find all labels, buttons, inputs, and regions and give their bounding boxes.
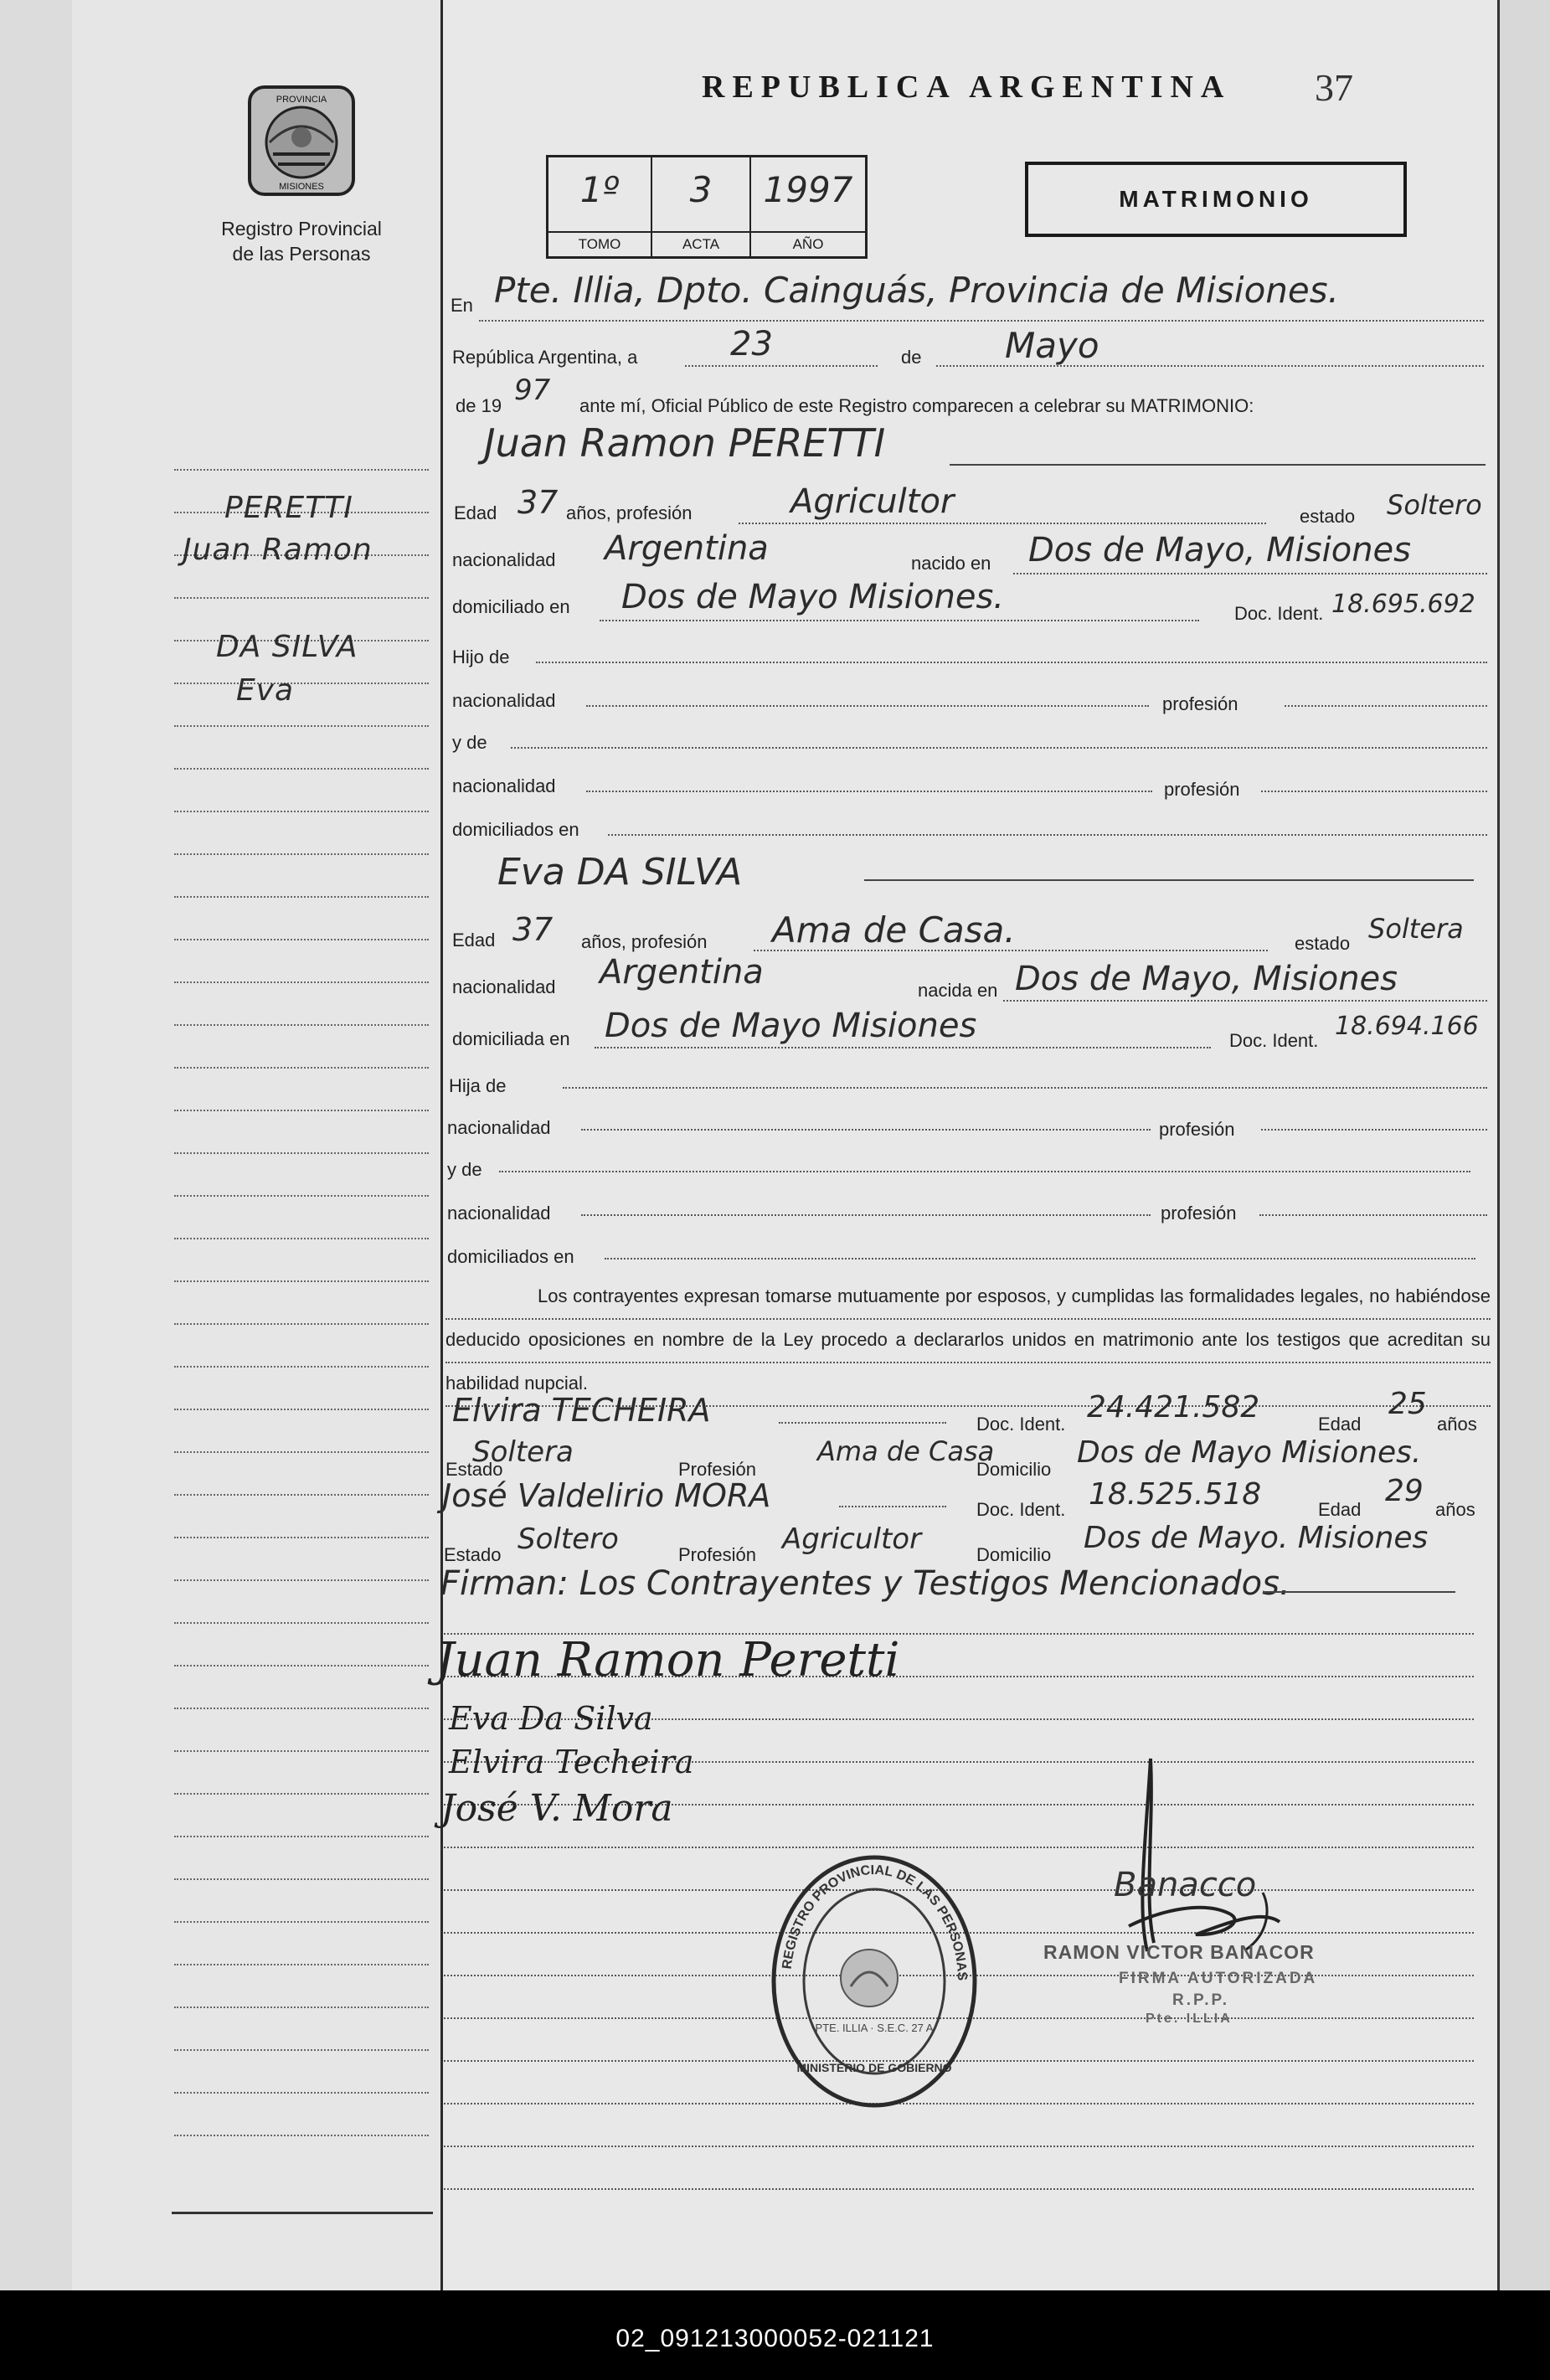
margin-ruled-lines bbox=[174, 469, 429, 2186]
bride-mother-label-profesion: profesión bbox=[1161, 1203, 1237, 1223]
place-line bbox=[479, 320, 1484, 322]
stamp-role: FIRMA AUTORIZADA bbox=[1119, 1970, 1318, 1987]
document-title: MATRIMONIO bbox=[1025, 162, 1407, 237]
margin-rule bbox=[174, 1409, 429, 1410]
witness2-label-edad: Edad bbox=[1318, 1499, 1362, 1520]
margin-rule bbox=[174, 1836, 429, 1837]
ano-cell bbox=[751, 157, 865, 256]
witness2-label-profesion: Profesión bbox=[678, 1544, 756, 1565]
groom-label-edad: Edad bbox=[454, 502, 497, 523]
bride-mother-profession-line bbox=[1259, 1214, 1487, 1216]
stamp-org: R.P.P. bbox=[1172, 1991, 1230, 2009]
bride-label-nacida: nacida en bbox=[918, 980, 998, 1001]
bride-birthplace: Dos de Mayo, Misiones bbox=[1015, 960, 1398, 998]
bride-label-estado: estado bbox=[1295, 933, 1351, 954]
svg-text:PTE. ILLIA · S.E.C. 27 A: PTE. ILLIA · S.E.C. 27 A bbox=[815, 2022, 934, 2034]
paragraph-rule bbox=[445, 1318, 1491, 1320]
groom-address: Dos de Mayo Misiones. bbox=[621, 578, 1004, 616]
groom-nationality: Argentina bbox=[605, 529, 769, 568]
witness1-marital-status: Soltera bbox=[472, 1435, 574, 1469]
groom-parents-address-line bbox=[608, 834, 1487, 836]
groom-father-nationality-line bbox=[586, 705, 1149, 707]
groom-father-label-nacionalidad: nacionalidad bbox=[452, 690, 556, 711]
label-de: de bbox=[901, 347, 922, 368]
registry-label-line2: de las Personas bbox=[232, 243, 371, 265]
witness1-label-anos: años bbox=[1437, 1414, 1477, 1435]
inscription-box bbox=[546, 155, 868, 259]
tomo-value: 1º bbox=[579, 169, 620, 210]
margin-rule bbox=[174, 1024, 429, 1026]
margin-rule bbox=[174, 896, 429, 898]
margin-rule bbox=[174, 2135, 429, 2136]
groom-profession-line bbox=[739, 523, 1266, 524]
witness1-label-domicilio: Domicilio bbox=[976, 1459, 1052, 1480]
margin-rule bbox=[174, 853, 429, 855]
margin-rule bbox=[174, 597, 429, 599]
margin-rule bbox=[174, 811, 429, 812]
witness1-signature: Elvira Techeira bbox=[449, 1744, 694, 1780]
groom-mother-line bbox=[511, 747, 1487, 749]
bride-father-profession-line bbox=[1261, 1129, 1487, 1131]
witness2-address: Dos de Mayo. Misiones bbox=[1084, 1521, 1429, 1555]
bride-signature: Eva Da Silva bbox=[449, 1700, 653, 1737]
witness1-label-doc: Doc. Ident. bbox=[976, 1414, 1066, 1435]
body-rule bbox=[444, 2188, 1474, 2190]
registry-label-line1: Registro Provincial bbox=[221, 218, 382, 240]
page-number: 37 bbox=[1315, 66, 1353, 109]
witness1-document-number: 24.421.582 bbox=[1087, 1390, 1260, 1424]
witness1-name: Elvira TECHEIRA bbox=[452, 1392, 711, 1429]
margin-rule bbox=[174, 1323, 429, 1325]
label-year: de 19 bbox=[456, 395, 502, 416]
groom-label-doc: Doc. Ident. bbox=[1234, 603, 1324, 624]
declaration-paragraph bbox=[445, 1275, 1491, 1405]
margin-rule bbox=[174, 1579, 429, 1581]
country-heading: REPUBLICA ARGENTINA bbox=[702, 70, 1232, 105]
witness1-label-estado: Estado bbox=[445, 1459, 503, 1480]
margin-rule bbox=[174, 1366, 429, 1368]
official-seal-icon bbox=[769, 1852, 980, 2110]
margin-rule bbox=[174, 1964, 429, 1965]
witness2-age: 29 bbox=[1385, 1474, 1424, 1508]
witness1-label-profesion: Profesión bbox=[678, 1459, 756, 1480]
officer-text: ante mí, Oficial Público de este Registro comparecen a celebrar su MATRIMONIO: bbox=[579, 395, 1254, 416]
officer-signature-icon bbox=[1104, 1742, 1305, 1960]
margin-rule bbox=[174, 768, 429, 770]
bride-profession-line bbox=[754, 950, 1268, 951]
groom-mother-nationality-line bbox=[586, 791, 1152, 792]
margin-bride-given: Eva bbox=[236, 673, 295, 708]
bride-father-line bbox=[563, 1087, 1487, 1089]
margin-rule bbox=[174, 1537, 429, 1538]
groom-address-line bbox=[600, 620, 1199, 621]
groom-birthplace: Dos de Mayo, Misiones bbox=[1028, 531, 1411, 569]
place-location: Pte. Illia, Dpto. Cainguás, Provincia de Misiones. bbox=[494, 270, 1339, 311]
bride-father-label-nacionalidad: nacionalidad bbox=[447, 1117, 551, 1138]
bride-label-yde: y de bbox=[447, 1159, 482, 1180]
witness1-profession: Ama de Casa bbox=[817, 1435, 995, 1467]
officer-signature-text: Banacco bbox=[1114, 1866, 1257, 1904]
groom-signature: Juan Ramon Peretti bbox=[435, 1633, 900, 1687]
closing-statement: Firman: Los Contrayentes y Testigos Mencionados. bbox=[440, 1564, 1290, 1603]
registry-label bbox=[193, 216, 410, 266]
month-line bbox=[936, 365, 1484, 367]
marriage-year: 97 bbox=[514, 373, 551, 407]
bride-address-line bbox=[595, 1047, 1211, 1048]
bride-mother-label-nacionalidad: nacionalidad bbox=[447, 1203, 551, 1223]
body-rule bbox=[444, 1847, 1474, 1848]
ano-label: AÑO bbox=[751, 231, 865, 256]
stamp-place: Pte. ILLIA bbox=[1146, 2012, 1233, 2026]
witness1-address: Dos de Mayo Misiones. bbox=[1077, 1435, 1422, 1470]
province-emblem-icon bbox=[245, 77, 358, 199]
groom-label-yde: y de bbox=[452, 732, 487, 753]
bride-label-nacionalidad: nacionalidad bbox=[452, 976, 556, 997]
margin-rule bbox=[174, 2007, 429, 2008]
margin-rule bbox=[174, 1878, 429, 1880]
margin-rule bbox=[174, 1750, 429, 1752]
bride-birthplace-line bbox=[1003, 1000, 1487, 1002]
groom-age: 37 bbox=[518, 484, 559, 521]
groom-label-profesion: años, profesión bbox=[566, 502, 693, 523]
bride-label-edad: Edad bbox=[452, 930, 496, 950]
bride-label-domicilio: domiciliada en bbox=[452, 1028, 570, 1049]
witness1-label-edad: Edad bbox=[1318, 1414, 1362, 1435]
witness2-document-number: 18.525.518 bbox=[1089, 1477, 1262, 1512]
groom-label-hijo: Hijo de bbox=[452, 647, 510, 667]
groom-profession: Agricultor bbox=[790, 482, 955, 521]
witness2-profession: Agricultor bbox=[782, 1522, 922, 1556]
groom-father-profession-line bbox=[1285, 705, 1487, 707]
marriage-month: Mayo bbox=[1005, 325, 1099, 366]
previous-sheet-edge bbox=[0, 0, 75, 2290]
groom-label-domicilio: domiciliado en bbox=[452, 596, 570, 617]
right-binding-strip bbox=[1497, 0, 1550, 2290]
margin-rule bbox=[174, 1665, 429, 1667]
groom-birthplace-line bbox=[1013, 573, 1487, 574]
ano-value: 1997 bbox=[763, 169, 853, 210]
margin-rule bbox=[174, 981, 429, 983]
svg-text:REGISTRO PROVINCIAL DE LAS PER: REGISTRO PROVINCIAL DE LAS PERSONAS bbox=[780, 1862, 970, 1981]
groom-label-nacionalidad: nacionalidad bbox=[452, 549, 556, 570]
bride-profession: Ama de Casa. bbox=[772, 909, 1016, 950]
margin-rule bbox=[174, 2092, 429, 2094]
paragraph-rule bbox=[445, 1362, 1491, 1363]
tomo-label: TOMO bbox=[548, 231, 651, 256]
witness2-marital-status: Soltero bbox=[518, 1522, 619, 1556]
witness2-signature: José V. Mora bbox=[440, 1787, 673, 1830]
svg-text:MISIONES: MISIONES bbox=[279, 182, 324, 192]
margin-rule bbox=[174, 1195, 429, 1197]
margin-rule bbox=[174, 469, 429, 471]
label-republica: República Argentina, a bbox=[452, 347, 638, 368]
witness2-label-anos: años bbox=[1435, 1499, 1475, 1520]
day-line bbox=[685, 365, 878, 367]
margin-bride-surname: DA SILVA bbox=[216, 630, 358, 664]
witness1-name-line bbox=[779, 1422, 946, 1424]
marriage-day: 23 bbox=[730, 325, 773, 363]
bride-label-hija: Hija de bbox=[449, 1075, 507, 1096]
margin-rule bbox=[174, 1110, 429, 1111]
groom-label-nacido: nacido en bbox=[911, 553, 991, 574]
margin-rule bbox=[174, 1451, 429, 1453]
bride-age: 37 bbox=[512, 911, 554, 948]
stamp-officer-name: RAMON VICTOR BANACOR bbox=[1043, 1941, 1315, 1963]
margin-rule bbox=[174, 939, 429, 940]
bride-mother-line bbox=[499, 1171, 1470, 1172]
groom-father-line bbox=[536, 662, 1487, 663]
bride-address: Dos de Mayo Misiones bbox=[605, 1007, 977, 1045]
groom-father-label-profesion: profesión bbox=[1162, 693, 1238, 714]
margin-rule bbox=[174, 1280, 429, 1282]
groom-document-number: 18.695.692 bbox=[1331, 590, 1475, 619]
groom-label-estado: estado bbox=[1300, 506, 1356, 527]
bride-name-line bbox=[864, 879, 1474, 881]
margin-rule bbox=[174, 1152, 429, 1154]
groom-name-line bbox=[950, 464, 1486, 466]
margin-rule bbox=[174, 1622, 429, 1624]
witness2-name-line bbox=[839, 1506, 946, 1507]
bride-marital-status: Soltera bbox=[1368, 913, 1464, 945]
margin-rule bbox=[174, 683, 429, 684]
bride-mother-nationality-line bbox=[581, 1214, 1151, 1216]
bride-father-nationality-line bbox=[581, 1129, 1151, 1131]
bride-label-profesion: años, profesión bbox=[581, 931, 708, 952]
tomo-cell bbox=[548, 157, 652, 256]
groom-mother-label-profesion: profesión bbox=[1164, 779, 1240, 800]
witness2-label-domicilio: Domicilio bbox=[976, 1544, 1052, 1565]
witness2-label-doc: Doc. Ident. bbox=[976, 1499, 1066, 1520]
bride-name: Eva DA SILVA bbox=[497, 851, 743, 894]
margin-groom-given: Juan Ramon bbox=[183, 533, 373, 567]
label-en: En bbox=[451, 295, 473, 316]
bride-nationality: Argentina bbox=[600, 953, 764, 992]
bride-label-domiciliados: domiciliados en bbox=[447, 1246, 574, 1267]
file-id-footer: 02_091213000052-021121 bbox=[615, 2325, 935, 2352]
witness2-label-estado: Estado bbox=[444, 1544, 502, 1565]
groom-mother-label-nacionalidad: nacionalidad bbox=[452, 775, 556, 796]
groom-marital-status: Soltero bbox=[1387, 489, 1482, 521]
groom-label-domiciliados: domiciliados en bbox=[452, 819, 579, 840]
margin-rule bbox=[174, 1067, 429, 1069]
witness1-age: 25 bbox=[1388, 1387, 1427, 1421]
margin-bottom-rule bbox=[172, 2212, 433, 2214]
closing-line bbox=[1263, 1591, 1455, 1593]
svg-text:MINISTERIO DE GOBIERNO: MINISTERIO DE GOBIERNO bbox=[796, 2061, 952, 2074]
body-rule bbox=[444, 2146, 1474, 2147]
bride-parents-address-line bbox=[605, 1258, 1475, 1260]
margin-rule bbox=[174, 2049, 429, 2051]
margin-rule bbox=[174, 1793, 429, 1795]
groom-mother-profession-line bbox=[1261, 791, 1487, 792]
bride-father-label-profesion: profesión bbox=[1159, 1119, 1235, 1140]
acta-cell bbox=[652, 157, 751, 256]
margin-groom-surname: PERETTI bbox=[224, 491, 353, 525]
acta-value: 3 bbox=[689, 169, 713, 210]
bride-label-doc: Doc. Ident. bbox=[1229, 1030, 1319, 1051]
bride-document-number: 18.694.166 bbox=[1335, 1012, 1479, 1041]
margin-rule bbox=[174, 1238, 429, 1239]
margin-rule bbox=[174, 1708, 429, 1709]
margin-rule bbox=[174, 1921, 429, 1923]
svg-text:PROVINCIA: PROVINCIA bbox=[275, 95, 327, 105]
margin-rule bbox=[174, 725, 429, 727]
acta-label: ACTA bbox=[652, 231, 749, 256]
margin-rule bbox=[174, 1494, 429, 1496]
declaration-text: Los contrayentes expresan tomarse mutuamente por esposos, y cumplidas las formalidades legales, no habiéndose deducido oposiciones en nombre de la Ley procedo a declararlos unidos en matrimonio ante los testigos que acreditan su habilidad nupcial. bbox=[445, 1285, 1491, 1393]
groom-name: Juan Ramon PERETTI bbox=[484, 420, 886, 466]
witness2-name: José Valdelirio MORA bbox=[442, 1477, 771, 1514]
